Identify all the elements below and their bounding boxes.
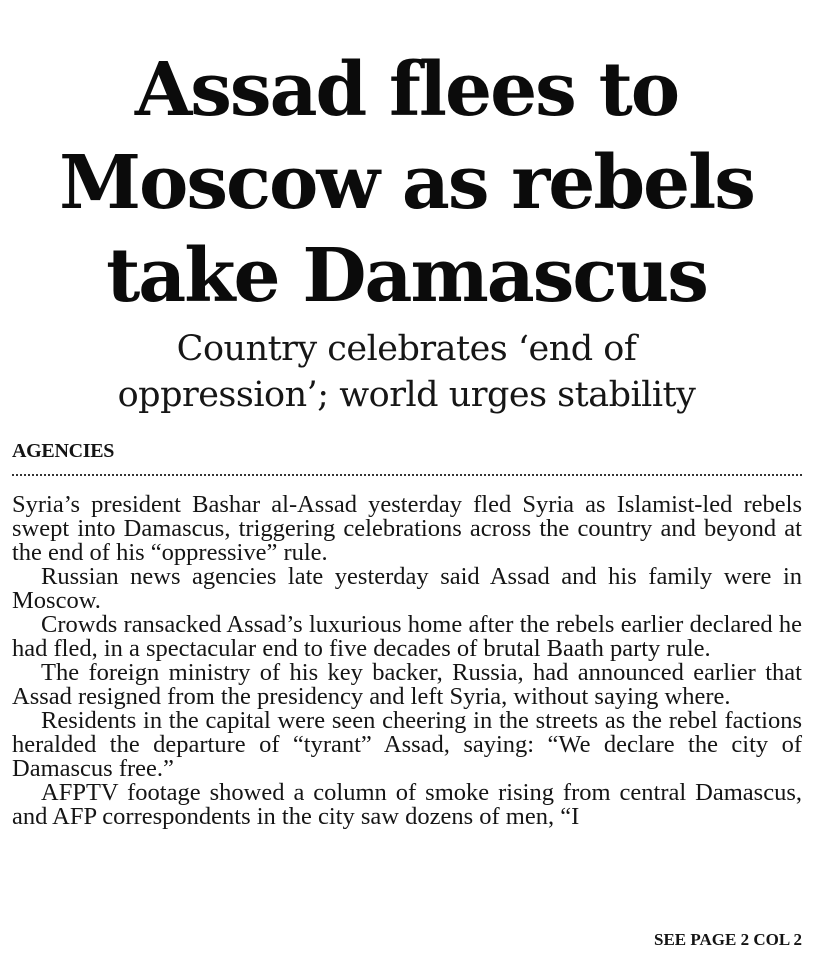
continuation-reference: SEE PAGE 2 COL 2 [654, 930, 802, 949]
article-paragraph: Russian news agencies late yesterday said Assad and his family were in Moscow. [12, 563, 802, 614]
article-paragraph: Crowds ransacked Assad’s luxurious home after the rebels earlier declared he had fled, in a spectacular end to five decades of brutal Baath party rule. [12, 611, 802, 662]
article-body [12, 493, 802, 829]
subheadline-line-1: Country celebrates ‘end of [176, 329, 637, 369]
headline-line-1: Assad flees to [134, 47, 679, 133]
article-paragraph: Residents in the capital were seen cheering in the streets as the rebel factions heralded the departure of “tyrant” Assad, saying: “We declare the city of Damascus free.” [12, 707, 802, 782]
article-paragraph: Syria’s president Bashar al-Assad yesterday fled Syria as Islamist-led rebels swept into Damascus, triggering celebrations across the country and beyond at the end of his “oppressive” rule. [12, 491, 802, 566]
dotted-divider [12, 474, 802, 476]
subheadline [0, 326, 813, 418]
subheadline-line-2: oppression’; world urges stability [117, 375, 696, 415]
headline-line-3: take Damascus [106, 233, 707, 319]
headline [0, 44, 813, 323]
article-paragraph: AFPTV footage showed a column of smoke rising from central Damascus, and AFP correspondents in the city saw dozens of men, “I [12, 779, 802, 830]
headline-line-2: Moscow as rebels [59, 140, 754, 226]
article-paragraph: The foreign ministry of his key backer, Russia, had announced earlier that Assad resigned from the presidency and left Syria, without saying where. [12, 659, 802, 710]
byline: AGENCIES [12, 440, 115, 462]
